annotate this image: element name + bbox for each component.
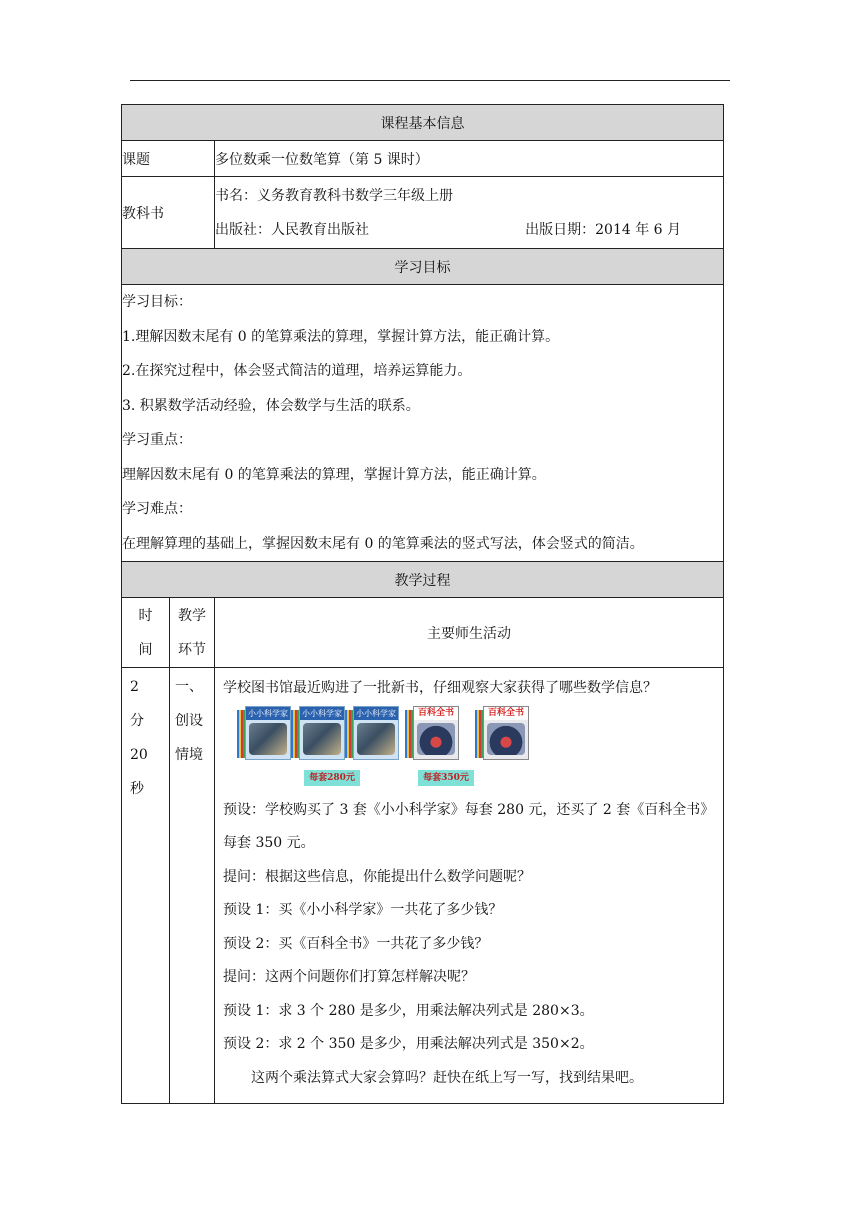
stage-line1: 一、 <box>175 679 203 695</box>
objectives-title: 学习目标： <box>122 294 192 310</box>
col-time-header <box>122 598 170 668</box>
difficulty-title: 学习难点： <box>122 501 192 517</box>
objectives-header: 学习目标 <box>122 249 724 285</box>
solution-2: 预设 2：求 2 个 350 是多少，用乘法解决列式是 350×2。 <box>223 1036 594 1052</box>
objective-3: 3. 积累数学活动经验，体会数学与生活的联系。 <box>122 397 420 414</box>
stage-line2: 创设 <box>175 713 203 729</box>
objective-1: 1.理解因数末尾有 0 的笔算乘法的算理，掌握计算方法，能正确计算。 <box>122 328 560 345</box>
science-book-image: 小小科学家 <box>345 706 397 760</box>
price-tag-encyclopedia: 每套350元 <box>418 770 474 786</box>
col-time-line2: 间 <box>138 641 153 658</box>
header-rule <box>130 80 730 81</box>
book-illustration <box>215 706 723 794</box>
publisher: 出版社：人民教育出版社 <box>215 221 369 238</box>
col-time-line1: 时 <box>138 607 153 624</box>
intro-question: 学校图书馆最近购进了一批新书，仔细观察大家获得了哪些数学信息？ <box>223 680 657 696</box>
assumption-text-cont: 每套 350 元。 <box>223 835 315 851</box>
objective-2: 2.在探究过程中，体会竖式简洁的道理，培养运算能力。 <box>122 363 472 379</box>
objectives-body <box>122 285 724 562</box>
activity-cell <box>215 668 724 1104</box>
book-name: 书名：义务教育教科书数学三年级上册 <box>215 187 453 204</box>
question-1: 提问：根据这些信息，你能提出什么数学问题呢？ <box>223 868 531 885</box>
col-activity-header: 主要师生活动 <box>215 598 724 668</box>
key-point-title: 学习重点： <box>122 432 192 448</box>
time-line1: 2 <box>130 679 139 695</box>
lesson-plan-table <box>121 104 724 1104</box>
assumption-1: 预设 1：买《小小科学家》一共花了多少钱？ <box>223 902 503 918</box>
stage-line3: 情境 <box>175 747 203 763</box>
process-header: 教学过程 <box>122 562 724 598</box>
col-stage-line1: 教学 <box>178 607 206 624</box>
time-cell <box>122 668 170 1104</box>
time-line4: 秒 <box>130 781 144 797</box>
encyclopedia-book-image: 百科全书 <box>405 706 457 760</box>
stage-cell <box>170 668 215 1104</box>
science-book-image: 小小科学家 <box>237 706 289 760</box>
price-tag-science: 每套280元 <box>304 770 360 786</box>
closing-text: 这两个乘法算式大家会算吗？赶快在纸上写一写，找到结果吧。 <box>251 1069 643 1086</box>
assumption-2: 预设 2：买《百科全书》一共花了多少钱？ <box>223 935 489 952</box>
encyclopedia-book-image: 百科全书 <box>475 706 527 760</box>
course-info-header: 课程基本信息 <box>122 105 724 141</box>
assumption-text: 预设：学校购买了 3 套《小小科学家》每套 280 元，还买了 2 套《百科全书》 <box>223 801 715 818</box>
col-stage-line2: 环节 <box>178 641 206 658</box>
topic-label: 课题 <box>122 141 215 177</box>
textbook-label: 教科书 <box>122 177 215 249</box>
science-book-image: 小小科学家 <box>291 706 343 760</box>
time-line3: 20 <box>130 747 148 763</box>
key-point-text: 理解因数末尾有 0 的笔算乘法的算理，掌握计算方法，能正确计算。 <box>122 466 546 483</box>
solution-1: 预设 1：求 3 个 280 是多少，用乘法解决列式是 280×3。 <box>223 1002 594 1019</box>
question-2: 提问：这两个问题你们打算怎样解决呢？ <box>223 969 475 985</box>
col-stage-header <box>170 598 215 668</box>
difficulty-text: 在理解算理的基础上，掌握因数末尾有 0 的笔算乘法的竖式写法，体会竖式的简洁。 <box>122 535 644 552</box>
time-line2: 分 <box>130 713 144 729</box>
publish-date: 出版日期：2014 年 6 月 <box>525 221 682 238</box>
textbook-details <box>215 177 724 249</box>
topic-value: 多位数乘一位数笔算（第 5 课时） <box>215 141 724 177</box>
